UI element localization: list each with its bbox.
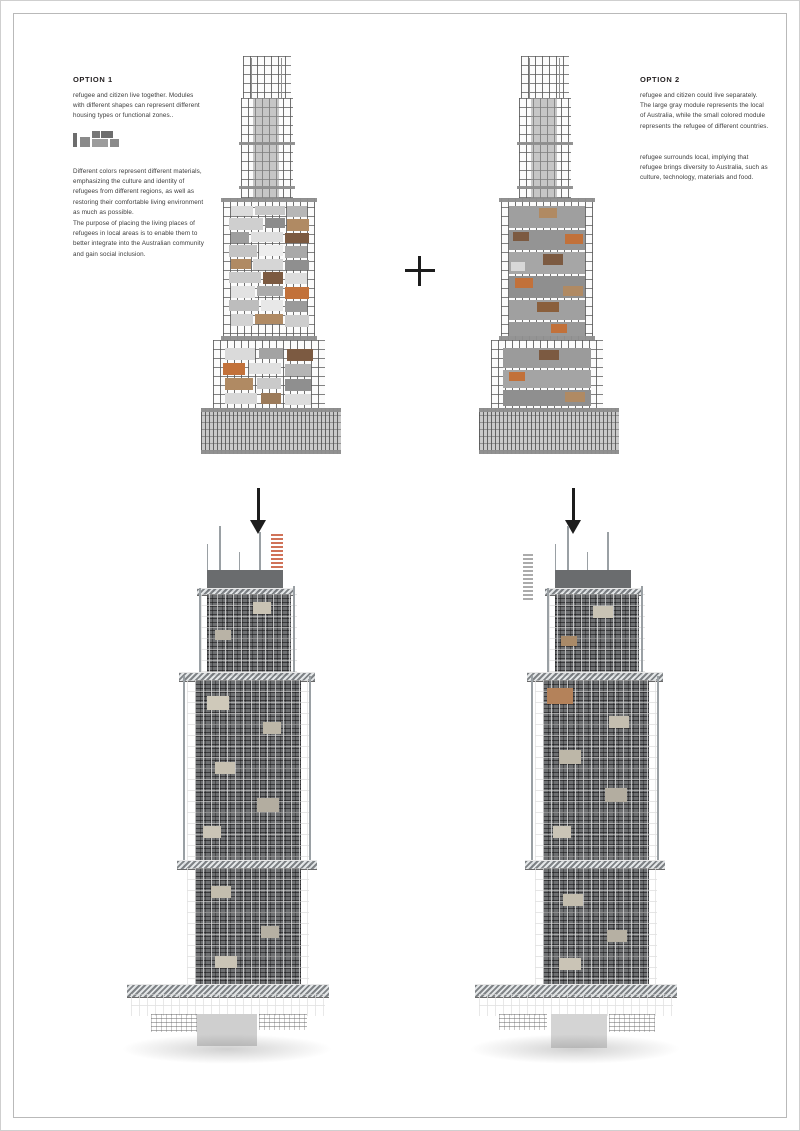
module-blocks-icon bbox=[73, 129, 133, 151]
option-1-tower-render bbox=[111, 526, 341, 1071]
plus-symbol bbox=[405, 256, 435, 286]
option-1-paragraph-2: Different colors represent different materials, emphasizing the culture and identity of refugees from different regions, as well as restoring their comfortable living environment as much as possible. bbox=[73, 168, 204, 216]
option-2-tower-render bbox=[459, 526, 689, 1071]
option-1-title: OPTION 1 bbox=[73, 75, 113, 84]
option-1-tower-schematic bbox=[201, 56, 346, 456]
option-2-tower-schematic bbox=[479, 56, 624, 456]
option-1-paragraph-3: The purpose of placing the living places of refugees in local areas is to enable them to better integrate into the Australian community and gain social inclusion. bbox=[73, 220, 204, 258]
option-1-paragraph-1: refugee and citizen live together. Modules with different shapes can represent different housing types or functional zones.. bbox=[73, 92, 200, 120]
option-2-title: OPTION 2 bbox=[640, 75, 680, 84]
option-2-paragraph-2: refugee surrounds local, implying that refugee brings diversity to Australia, such as culture, technology, materials and food. bbox=[640, 154, 768, 182]
option-2-paragraph-1: refugee and citizen could live separately. The large gray module represents the local of Australia, while the small colored module represents the refugee of different countries. bbox=[640, 92, 769, 130]
